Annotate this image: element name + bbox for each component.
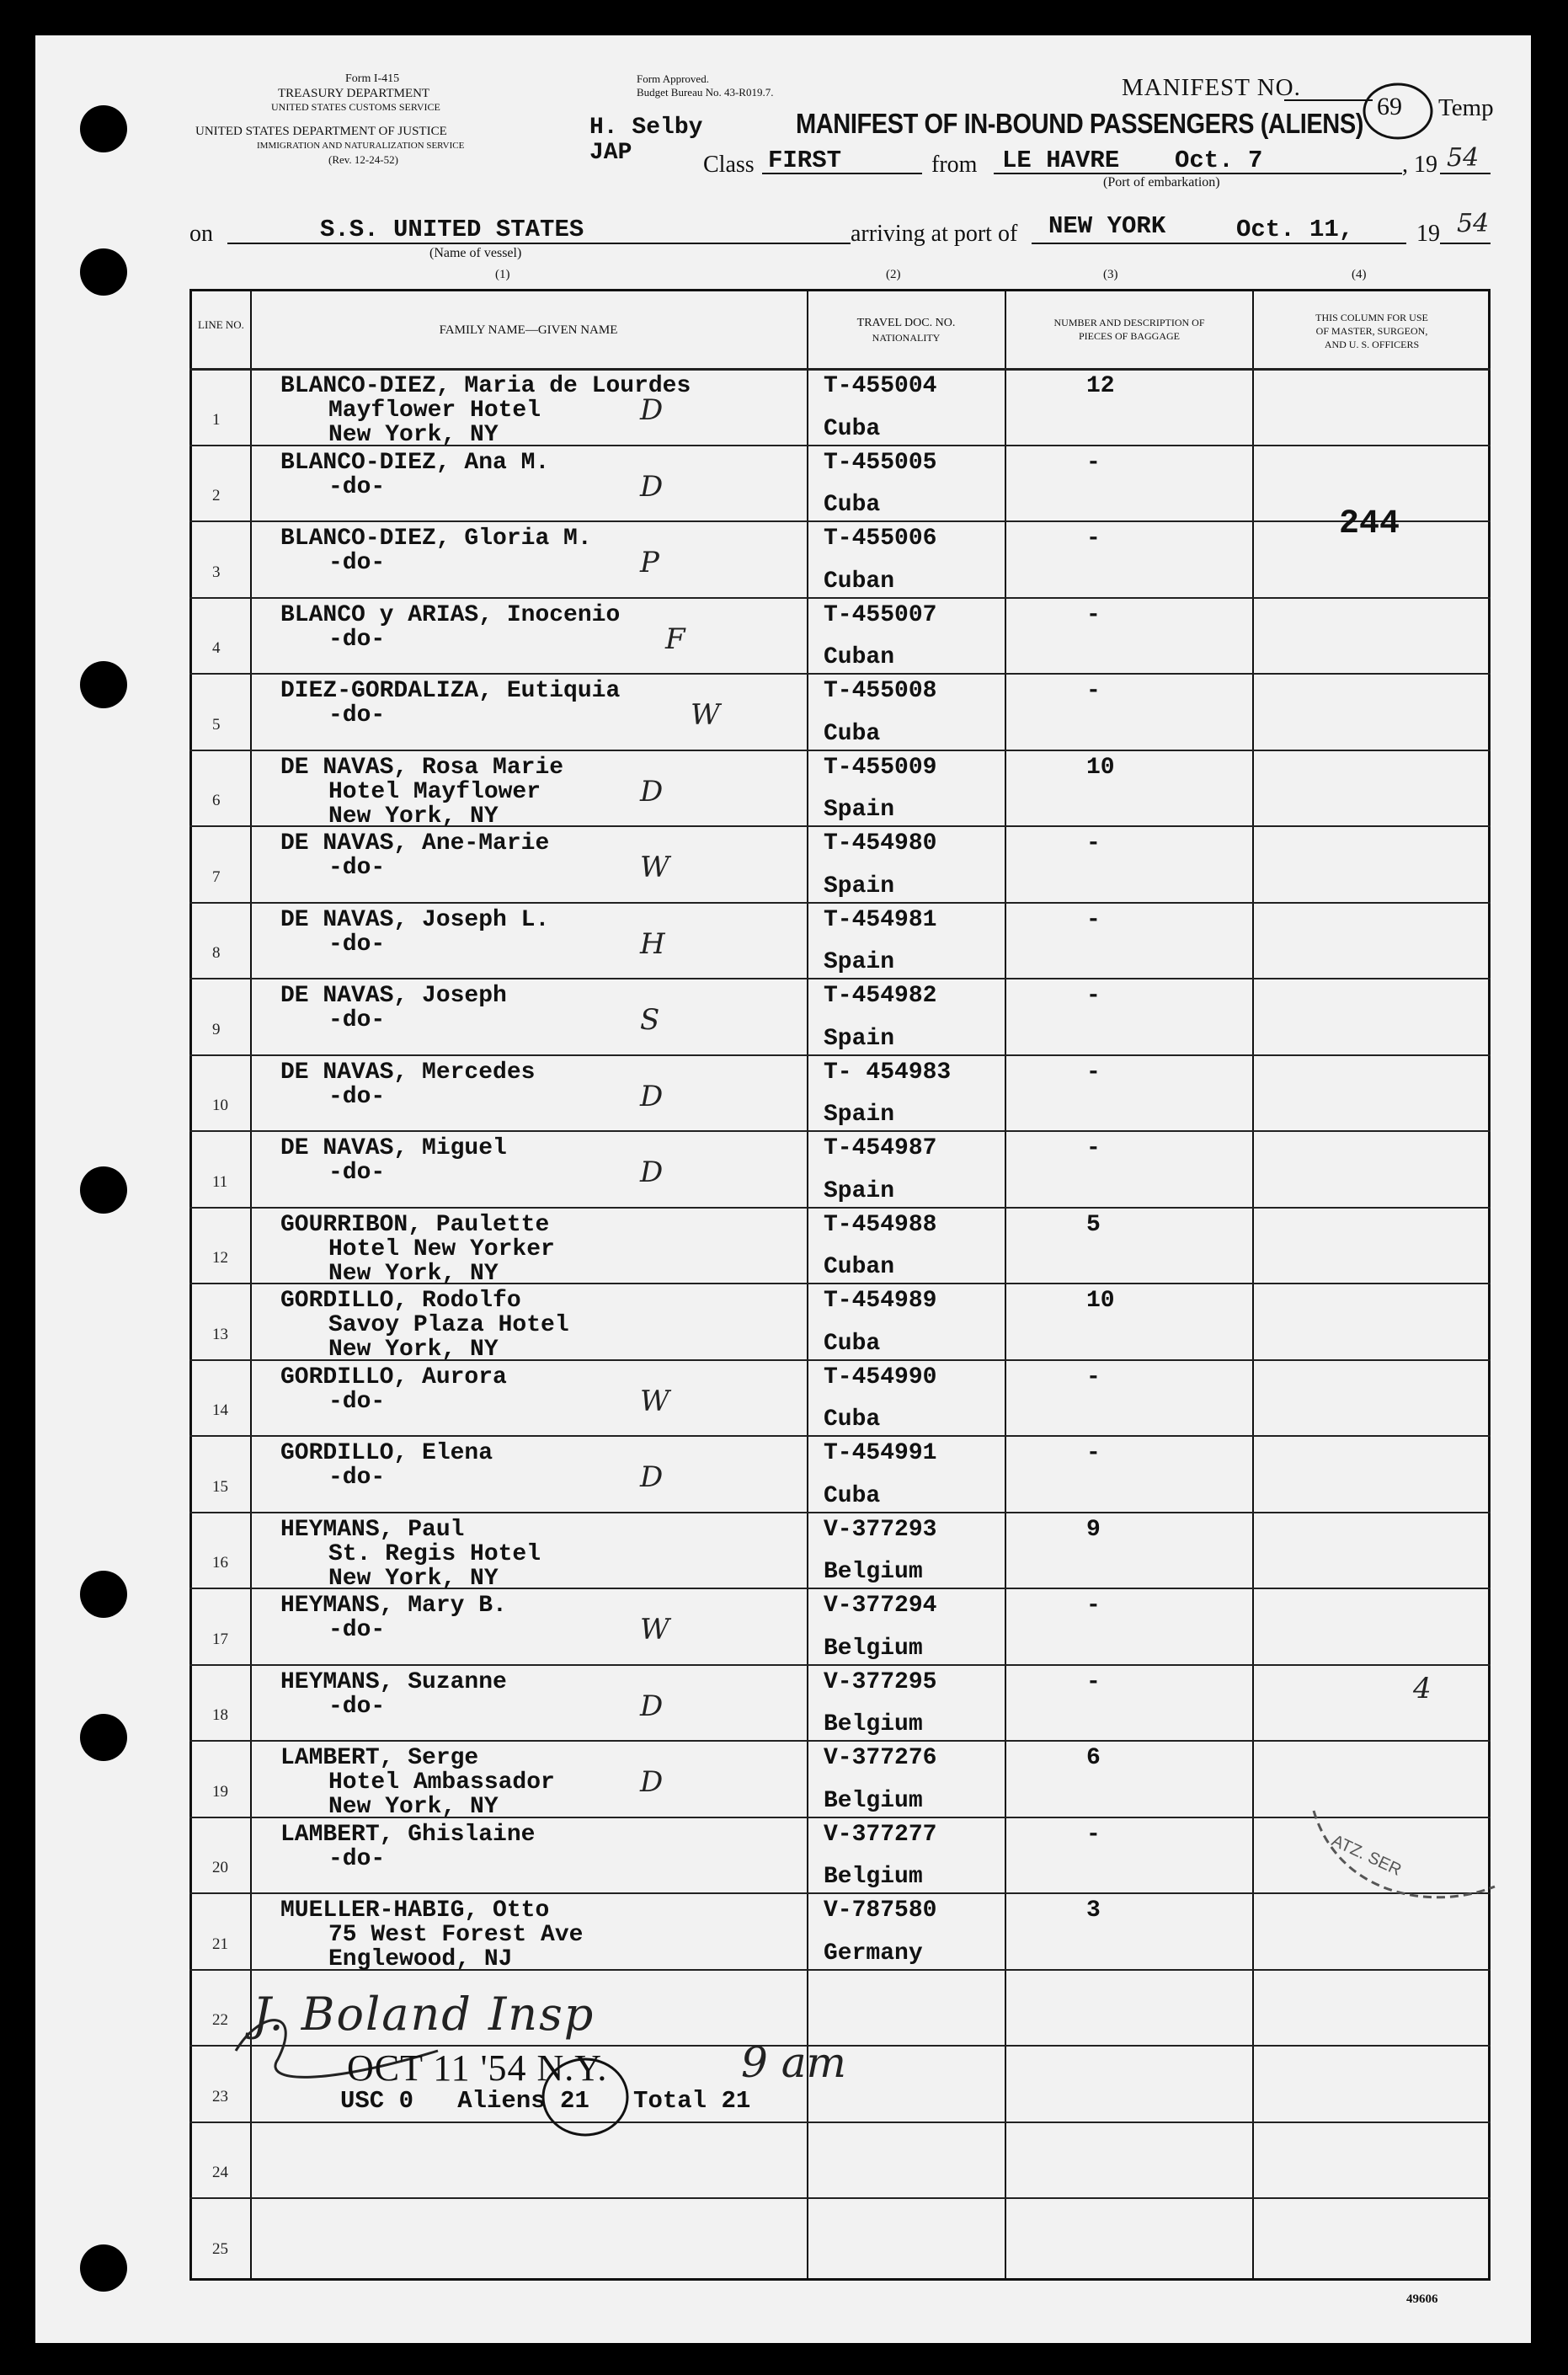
vessel-caption: (Name of vessel) (429, 246, 522, 260)
handwritten-mark: D (640, 470, 664, 504)
punch-hole (80, 248, 127, 296)
baggage-count: - (1086, 678, 1101, 704)
travel-doc-number: T- 454983 (824, 1059, 952, 1086)
row-rule (189, 2197, 1491, 2199)
nationality: Cuban (824, 644, 895, 670)
travel-doc-number: T-454980 (824, 830, 937, 857)
column-divider (807, 289, 808, 2281)
nationality: Belgium (824, 1559, 923, 1585)
passenger-name-line: MUELLER-HABIG, Otto (280, 1897, 550, 1924)
handwritten-mark: W (640, 1385, 669, 1418)
punch-hole (80, 1571, 127, 1618)
year-line-2 (1440, 243, 1491, 244)
treasury-department: TREASURY DEPARTMENT (278, 87, 430, 100)
nationality: Belgium (824, 1788, 923, 1814)
handwritten-mark: D (640, 1080, 664, 1113)
passenger-name-line: -do- (328, 1160, 386, 1186)
passenger-name-line: -do- (328, 1084, 386, 1110)
from-date: Oct. 7 (1175, 147, 1263, 174)
passenger-name-line: Mayflower Hotel (328, 398, 541, 424)
passenger-name-line: LAMBERT, Serge (280, 1745, 479, 1771)
line-number: 15 (212, 1478, 228, 1496)
baggage-count: - (1086, 830, 1101, 857)
handwritten-mark: D (640, 775, 664, 809)
year-2: 54 (1457, 209, 1490, 238)
nationality: Cuban (824, 1254, 895, 1280)
row-rule (189, 1892, 1491, 1894)
nationality: Spain (824, 873, 895, 899)
manifest-title: MANIFEST OF IN-BOUND PASSENGERS (ALIENS) (796, 108, 1364, 139)
passenger-name-line: -do- (328, 1007, 386, 1033)
passenger-name-line: DE NAVAS, Ane-Marie (280, 830, 550, 857)
form-number: Form I-415 (345, 72, 400, 85)
baggage-count: - (1086, 907, 1101, 933)
passenger-name-line: BLANCO-DIEZ, Maria de Lourdes (280, 373, 691, 399)
passenger-name-line: -do- (328, 1846, 386, 1872)
passenger-name-line: -do- (328, 474, 386, 500)
passenger-name-line: GORDILLO, Rodolfo (280, 1288, 521, 1314)
vessel-name: S.S. UNITED STATES (320, 216, 584, 243)
aliens-circle (539, 2055, 632, 2139)
passenger-name-line: New York, NY (328, 1794, 499, 1820)
column-number: (2) (886, 268, 901, 281)
passenger-name-line: GORDILLO, Aurora (280, 1364, 507, 1390)
line-number: 23 (212, 2088, 228, 2105)
line-number: 22 (212, 2011, 228, 2029)
travel-doc-number: V-377295 (824, 1669, 937, 1695)
passenger-name-line: St. Regis Hotel (328, 1541, 541, 1567)
passenger-name-line: Savoy Plaza Hotel (328, 1312, 569, 1338)
passenger-name-line: LAMBERT, Ghislaine (280, 1822, 536, 1848)
line-number: 20 (212, 1859, 228, 1876)
passenger-name-line: Hotel Ambassador (328, 1769, 555, 1796)
passenger-name-line: Hotel New Yorker (328, 1236, 555, 1262)
baggage-count: - (1086, 1440, 1101, 1466)
handwritten-mark: D (640, 1689, 664, 1723)
nationality: Belgium (824, 1711, 923, 1737)
column-divider (1252, 289, 1254, 2281)
passenger-name-line: -do- (328, 1694, 386, 1720)
baggage-count: 9 (1086, 1517, 1101, 1543)
travel-doc-number: T-455005 (824, 450, 937, 476)
class-label: Class (703, 152, 755, 178)
travel-doc-number: T-454990 (824, 1364, 937, 1390)
header-rule (189, 368, 1491, 371)
travel-doc-number: V-377276 (824, 1745, 937, 1771)
name-header: FAMILY NAME—GIVEN NAME (439, 323, 618, 337)
nationality: Cuba (824, 492, 881, 518)
ins-service: IMMIGRATION AND NATURALIZATION SERVICE (257, 141, 465, 151)
row-rule (189, 520, 1491, 522)
passenger-name-line: BLANCO y ARIAS, Inocenio (280, 602, 621, 628)
passenger-name-line: HEYMANS, Mary B. (280, 1593, 507, 1619)
passenger-name-line: DE NAVAS, Mercedes (280, 1059, 536, 1086)
punch-hole (80, 105, 127, 152)
nationality: Belgium (824, 1864, 923, 1890)
baggage-count: - (1086, 1669, 1101, 1695)
passenger-name-line: Englewood, NJ (328, 1946, 513, 1972)
year-prefix-2: 19 (1416, 221, 1440, 247)
totals-line: USC 0 Aliens 21 Total 21 (340, 2087, 751, 2115)
passenger-name-line: -do- (328, 550, 386, 576)
baggage-count: - (1086, 1135, 1101, 1161)
travel-doc-number: V-787580 (824, 1897, 937, 1924)
passenger-name-line: -do- (328, 931, 386, 958)
year-prefix-1: , 19 (1402, 152, 1437, 178)
passenger-name-line: DE NAVAS, Joseph L. (280, 907, 550, 933)
line-number: 6 (212, 792, 221, 809)
handwritten-mark: S (640, 1003, 660, 1037)
from-label: from (931, 152, 978, 178)
column-number: (4) (1352, 268, 1367, 281)
form-approved: Form Approved. (637, 72, 709, 85)
line-no-header: LINE NO. (198, 318, 244, 331)
travel-doc-number: T-455006 (824, 526, 937, 552)
line-number: 24 (212, 2164, 228, 2181)
row-rule (189, 1740, 1491, 1742)
passenger-name-line: -do- (328, 1465, 386, 1491)
revision-date: (Rev. 12-24-52) (328, 153, 398, 166)
travel-doc-number: T-455008 (824, 678, 937, 704)
baggage-count: - (1086, 1364, 1101, 1390)
line-number: 25 (212, 2240, 228, 2258)
embark-caption: (Port of embarkation) (1103, 175, 1220, 189)
travel-doc-number: T-455007 (824, 602, 937, 628)
nationality: Belgium (824, 1636, 923, 1662)
nationality: Spain (824, 949, 895, 975)
inspector-initials: JAP (589, 140, 632, 166)
travel-doc-number: T-454987 (824, 1135, 937, 1161)
handwritten-mark: H (640, 927, 665, 961)
travel-doc-number: T-454988 (824, 1212, 937, 1238)
handwritten-mark: D (640, 1155, 664, 1189)
nationality: Spain (824, 1026, 895, 1052)
officers-header-3: AND U. S. OFFICERS (1324, 339, 1420, 350)
column4-number: 244 (1339, 505, 1400, 543)
baggage-count: - (1086, 602, 1101, 628)
inspector-name: H. Selby (589, 115, 703, 141)
passenger-name-line: Hotel Mayflower (328, 779, 541, 805)
baggage-count: 5 (1086, 1212, 1101, 1238)
nationality: Spain (824, 1178, 895, 1204)
passenger-name-line: New York, NY (328, 1566, 499, 1592)
travel-doc-header: TRAVEL DOC. NO. (856, 317, 956, 329)
line-number: 13 (212, 1326, 228, 1343)
line-number: 16 (212, 1554, 228, 1572)
nationality: Spain (824, 1102, 895, 1128)
nationality: Germany (824, 1940, 923, 1967)
baggage-header: NUMBER AND DESCRIPTION OF (1053, 317, 1205, 328)
handwritten-mark: F (665, 622, 685, 656)
baggage-count: 10 (1086, 1288, 1115, 1314)
baggage-count: - (1086, 1059, 1101, 1086)
passenger-name-line: BLANCO-DIEZ, Gloria M. (280, 526, 592, 552)
passenger-name-line: New York, NY (328, 422, 499, 448)
year-1: 54 (1447, 143, 1480, 173)
line-number: 8 (212, 944, 221, 962)
passenger-name-line: 75 West Forest Ave (328, 1922, 584, 1948)
passenger-name-line: -do- (328, 627, 386, 653)
officers-header-2: OF MASTER, SURGEON, (1315, 325, 1428, 337)
passenger-name-line: -do- (328, 702, 386, 729)
row-rule (189, 2121, 1491, 2123)
baggage-count: 12 (1086, 373, 1115, 399)
passenger-name-line: -do- (328, 855, 386, 881)
line-number: 17 (212, 1630, 228, 1648)
manifest-no-value: 69 (1377, 93, 1402, 120)
travel-doc-number: T-454991 (824, 1440, 937, 1466)
passenger-name-line: BLANCO-DIEZ, Ana M. (280, 450, 550, 476)
travel-doc-number: T-454982 (824, 983, 937, 1009)
line-number: 3 (212, 563, 221, 581)
passenger-name-line: GOURRIBON, Paulette (280, 1212, 550, 1238)
baggage-count: - (1086, 983, 1101, 1009)
row-rule (189, 597, 1491, 599)
column-divider (1005, 289, 1006, 2281)
arrival-port: NEW YORK (1048, 212, 1166, 240)
nationality: Cuba (824, 1483, 881, 1509)
passenger-name-line: DE NAVAS, Rosa Marie (280, 755, 564, 781)
punch-hole (80, 1166, 127, 1214)
line-number: 10 (212, 1097, 228, 1114)
passenger-name-line: DIEZ-GORDALIZA, Eutiquia (280, 678, 621, 704)
travel-doc-number: V-377294 (824, 1593, 937, 1619)
baggage-count: - (1086, 1593, 1101, 1619)
handwritten-mark: D (640, 1460, 664, 1494)
baggage-count: 6 (1086, 1745, 1101, 1771)
customs-service: UNITED STATES CUSTOMS SERVICE (271, 101, 440, 113)
department-of-justice: UNITED STATES DEPARTMENT OF JUSTICE (195, 125, 447, 138)
arriving-label: arriving at port of (851, 221, 1018, 247)
baggage-count: 10 (1086, 755, 1115, 781)
passenger-name-line: New York, NY (328, 803, 499, 830)
handwritten-mark: W (640, 1613, 669, 1646)
row-rule (189, 978, 1491, 979)
year-line-1 (1440, 173, 1491, 174)
passenger-name-line: -do- (328, 1617, 386, 1643)
passenger-name-line: New York, NY (328, 1337, 499, 1363)
row-rule (189, 1207, 1491, 1209)
punch-hole (80, 1714, 127, 1761)
manifest-no-label: MANIFEST NO. (1122, 74, 1301, 101)
passenger-name-line: DE NAVAS, Joseph (280, 983, 507, 1009)
naturalization-stamp (1305, 1794, 1499, 1929)
handwritten-mark: P (640, 546, 659, 579)
arrival-date: Oct. 11, (1236, 216, 1354, 243)
passenger-name-line: New York, NY (328, 1261, 499, 1287)
nationality: Cuban (824, 568, 895, 595)
line-number: 18 (212, 1706, 228, 1724)
nationality: Cuba (824, 416, 881, 442)
line-number: 14 (212, 1401, 228, 1419)
line-number: 9 (212, 1021, 221, 1038)
nationality: Cuba (824, 1406, 881, 1433)
row-rule (189, 750, 1491, 751)
officers-header: THIS COLUMN FOR USE (1315, 312, 1428, 323)
column-number: (3) (1103, 268, 1118, 281)
arrival-stamp: OCT 11 '54 N.Y. (347, 2047, 608, 2089)
inspector-signature: J. Boland Insp (253, 1988, 595, 2041)
punch-hole (80, 2244, 127, 2292)
row-rule (189, 1130, 1491, 1132)
signature-time: 9 am (741, 2038, 846, 2087)
nationality-header: NATIONALITY (872, 332, 941, 344)
row-rule (189, 1664, 1491, 1666)
passenger-name-line: HEYMANS, Paul (280, 1517, 465, 1543)
on-label: on (189, 221, 213, 247)
baggage-count: 3 (1086, 1897, 1101, 1924)
line-number: 11 (212, 1173, 228, 1191)
row-rule (189, 1435, 1491, 1437)
manifest-no-circle (1360, 80, 1436, 143)
passenger-name-line: DE NAVAS, Miguel (280, 1135, 507, 1161)
line-number: 5 (212, 716, 221, 734)
row-rule (189, 1512, 1491, 1513)
row-rule (189, 1054, 1491, 1056)
nationality: Cuba (824, 1331, 881, 1357)
travel-doc-number: T-455004 (824, 373, 937, 399)
travel-doc-number: V-377293 (824, 1517, 937, 1543)
manifest-no-suffix: Temp (1438, 94, 1494, 121)
travel-doc-number: V-377277 (824, 1822, 937, 1848)
line-number: 12 (212, 1249, 228, 1267)
svg-text:ATZ. SER: ATZ. SER (1328, 1831, 1405, 1880)
baggage-count: - (1086, 1822, 1101, 1848)
nationality: Spain (824, 797, 895, 823)
handwritten-mark: W (640, 851, 669, 884)
side-mark: 4 (1413, 1672, 1432, 1705)
from-port: LE HAVRE (1002, 147, 1120, 174)
form-stock-number: 49606 (1406, 2292, 1438, 2306)
baggage-count: - (1086, 450, 1101, 476)
baggage-count: - (1086, 526, 1101, 552)
nationality: Cuba (824, 721, 881, 747)
handwritten-mark: D (640, 1765, 664, 1799)
class-value: FIRST (768, 147, 842, 174)
passenger-name-line: -do- (328, 1389, 386, 1415)
column-divider (250, 289, 252, 2281)
handwritten-mark: W (691, 698, 720, 732)
line-number: 2 (212, 487, 221, 504)
punch-hole (80, 661, 127, 708)
travel-doc-number: T-454981 (824, 907, 937, 933)
passenger-name-line: GORDILLO, Elena (280, 1440, 493, 1466)
line-number: 4 (212, 639, 221, 657)
line-number: 1 (212, 411, 221, 429)
line-number: 7 (212, 868, 221, 886)
row-rule (189, 902, 1491, 904)
travel-doc-number: T-454989 (824, 1288, 937, 1314)
column-number: (1) (495, 268, 510, 281)
travel-doc-number: T-455009 (824, 755, 937, 781)
baggage-header-2: PIECES OF BAGGAGE (1078, 330, 1180, 342)
passenger-name-line: HEYMANS, Suzanne (280, 1669, 507, 1695)
budget-bureau: Budget Bureau No. 43-R019.7. (637, 86, 774, 99)
row-rule (189, 673, 1491, 675)
handwritten-mark: D (640, 393, 664, 427)
line-number: 19 (212, 1783, 228, 1801)
line-number: 21 (212, 1935, 228, 1953)
